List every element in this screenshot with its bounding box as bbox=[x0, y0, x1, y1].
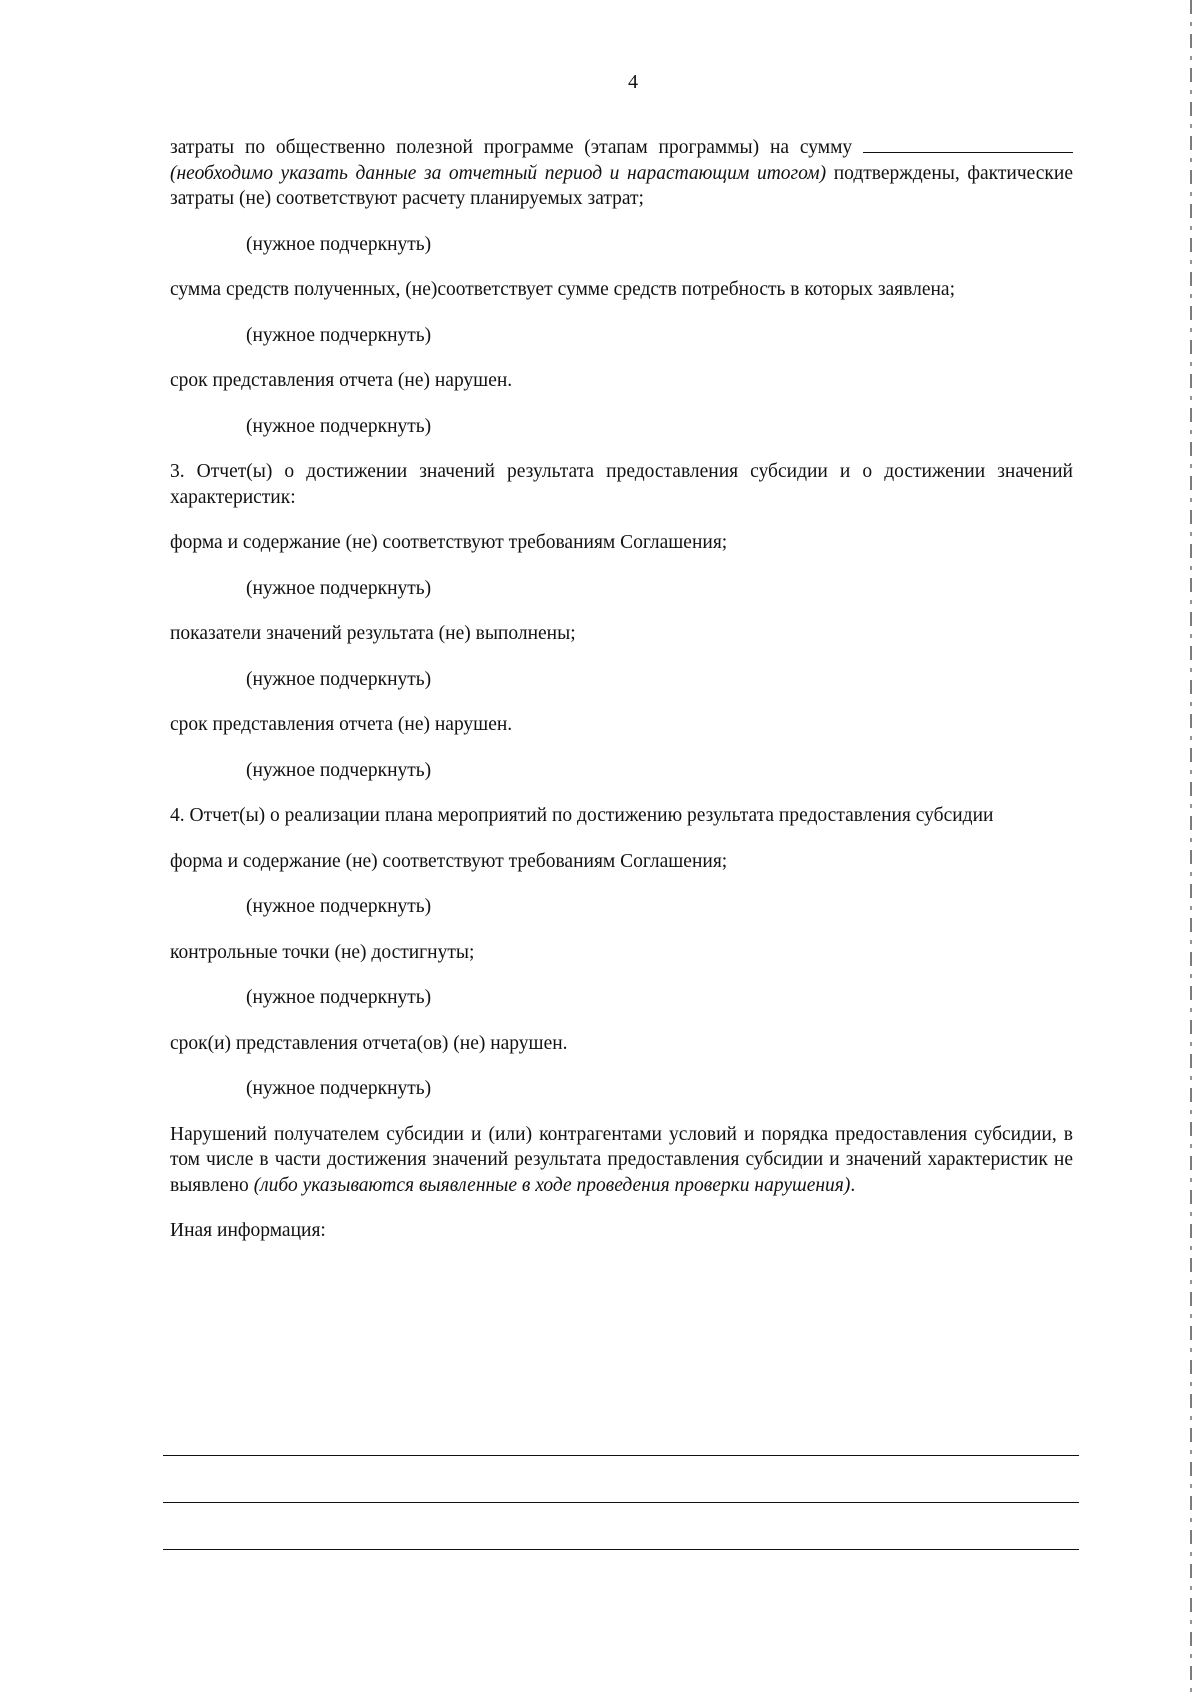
violations-italic-note: (либо указываются выявленные в ходе проведения проверки нарушения) bbox=[253, 1174, 851, 1196]
form-content-line: форма и содержание (не) соответствуют требованиям Соглашения; bbox=[170, 850, 728, 872]
section-3-heading: 3. Отчет(ы) о достижении значений результата предоставления субсидии и о достижении значений характеристик: bbox=[170, 461, 1073, 508]
violations-paragraph bbox=[170, 1122, 1073, 1199]
underline-note: (нужное подчеркнуть) bbox=[246, 233, 432, 255]
fill-line[interactable] bbox=[163, 1549, 1079, 1550]
violations-text: Нарушений получателем субсидии и (или) контрагентами условий и порядка предоставления субсидии, в том числе в части достижения значений результата предоставления субсидии и значений характеристик не выявлено bbox=[170, 1123, 1073, 1196]
deadline-line: срок представления отчета (не) нарушен. bbox=[170, 370, 513, 391]
underline-note: (нужное подчеркнуть) bbox=[246, 987, 432, 1008]
underline-note: (нужное подчеркнуть) bbox=[246, 324, 432, 346]
section-4-heading: 4. Отчет(ы) о реализации плана мероприятий по достижению результата предоставления субсидии bbox=[170, 805, 994, 826]
costs-italic-note: (необходимо указать данные за отчетный период и нарастающим итогом) bbox=[170, 162, 827, 184]
fill-line[interactable] bbox=[163, 1455, 1079, 1456]
other-info-label: Иная информация: bbox=[170, 1220, 326, 1241]
costs-paragraph bbox=[170, 134, 1073, 212]
costs-rest-text: подтверждены, фактические затраты (не) соответствуют расчету планируемых затрат; bbox=[170, 162, 1073, 209]
scan-edge-border bbox=[1190, 0, 1192, 1696]
underline-note: (нужное подчеркнуть) bbox=[246, 1078, 432, 1099]
form-content-line: форма и содержание (не) соответствуют требованиям Соглашения; bbox=[170, 532, 728, 553]
underline-note: (нужное подчеркнуть) bbox=[246, 759, 432, 781]
document-body bbox=[170, 134, 1073, 1244]
checkpoints-line: контрольные точки (не) достигнуты; bbox=[170, 941, 475, 963]
result-values-line: показатели значений результата (не) выполнены; bbox=[170, 623, 576, 644]
funds-line: сумма средств полученных, (не)соответствует сумме средств потребность в которых заявлена; bbox=[170, 279, 955, 300]
underline-note: (нужное подчеркнуть) bbox=[246, 896, 432, 917]
violations-tail: . bbox=[850, 1174, 856, 1196]
deadline-line: срок представления отчета (не) нарушен. bbox=[170, 714, 513, 735]
underline-note: (нужное подчеркнуть) bbox=[246, 577, 432, 599]
fill-line[interactable] bbox=[163, 1502, 1079, 1503]
deadline-line: срок(и) представления отчета(ов) (не) нарушен. bbox=[170, 1032, 568, 1054]
page-number: 4 bbox=[628, 71, 638, 93]
underline-note: (нужное подчеркнуть) bbox=[246, 668, 432, 690]
amount-blank bbox=[863, 134, 1073, 153]
costs-line-text: затраты по общественно полезной программе (этапам программы) на сумму bbox=[170, 137, 853, 158]
underline-note: (нужное подчеркнуть) bbox=[246, 415, 432, 437]
